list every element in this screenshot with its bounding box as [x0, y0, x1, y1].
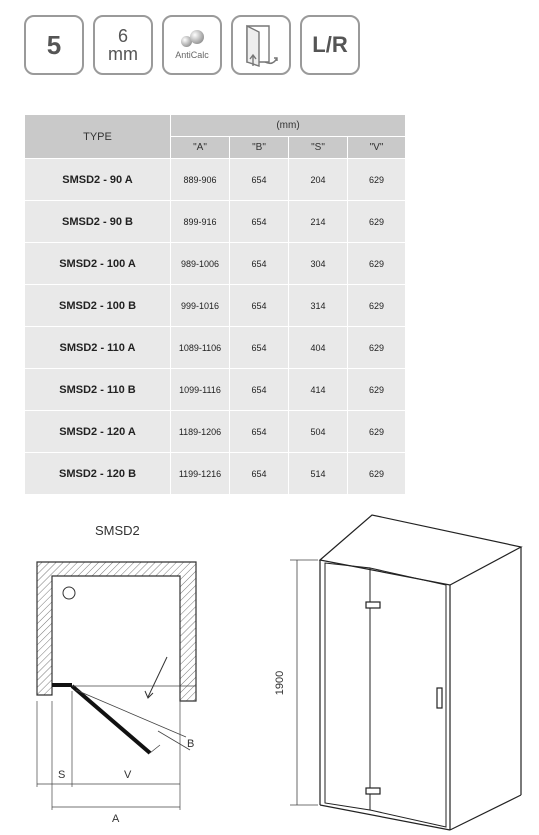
plan-walls [37, 562, 196, 701]
v-cell: 629 [348, 411, 406, 453]
b-cell: 654 [230, 243, 289, 285]
hinged-door-badge [231, 15, 291, 75]
type-cell: SMSD2 - 100 A [25, 243, 171, 285]
mm-unit: mm [108, 44, 138, 64]
s-cell: 304 [289, 243, 348, 285]
s-cell: 404 [289, 327, 348, 369]
technical-drawings [0, 505, 539, 835]
s-cell: 414 [289, 369, 348, 411]
table-row [25, 159, 406, 201]
height-label: 1900 [274, 670, 286, 696]
a-cell: 1199-1216 [171, 453, 230, 495]
label-v: V [124, 769, 132, 781]
v-cell: 629 [348, 159, 406, 201]
a-cell: 1189-1206 [171, 411, 230, 453]
table-row [25, 453, 406, 495]
b-cell: 654 [230, 159, 289, 201]
v-cell: 629 [348, 453, 406, 495]
orientation-badge [300, 15, 360, 75]
a-cell: 899-916 [171, 201, 230, 243]
drain-icon [63, 587, 75, 599]
b-cell: 654 [230, 453, 289, 495]
column-header-a: "A" [171, 137, 230, 159]
dimension-table [24, 114, 406, 495]
v-cell: 629 [348, 201, 406, 243]
b-cell: 654 [230, 285, 289, 327]
type-header: TYPE [25, 115, 171, 159]
a-cell: 999-1016 [171, 285, 230, 327]
b-cell: 654 [230, 327, 289, 369]
type-cell: SMSD2 - 100 B [25, 285, 171, 327]
table-row [25, 201, 406, 243]
v-cell: 629 [348, 285, 406, 327]
type-cell: SMSD2 - 90 B [25, 201, 171, 243]
label-s: S [58, 769, 66, 781]
s-cell: 204 [289, 159, 348, 201]
table-row [25, 243, 406, 285]
unit-header: (mm) [171, 115, 406, 137]
column-header-b: "B" [230, 137, 289, 159]
glass-mm-badge [93, 15, 153, 75]
mm-value: 6 [117, 26, 128, 46]
plan-view [37, 523, 196, 825]
s-cell: 214 [289, 201, 348, 243]
anticalc-drops-icon [179, 30, 205, 48]
table-row [25, 369, 406, 411]
hinged-door-icon [239, 22, 283, 68]
glass-thickness-value: 5 [46, 29, 62, 60]
type-cell: SMSD2 - 90 A [25, 159, 171, 201]
type-cell: SMSD2 - 110 A [25, 327, 171, 369]
type-cell: SMSD2 - 120 A [25, 411, 171, 453]
b-cell: 654 [230, 201, 289, 243]
anticalc-label: AntiCalc [175, 50, 209, 60]
table-row [25, 327, 406, 369]
a-cell: 989-1006 [171, 243, 230, 285]
v-cell: 629 [348, 243, 406, 285]
door-panel [72, 686, 150, 753]
type-cell: SMSD2 - 110 B [25, 369, 171, 411]
b-cell: 654 [230, 369, 289, 411]
b-cell: 654 [230, 411, 289, 453]
s-cell: 504 [289, 411, 348, 453]
v-cell: 629 [348, 369, 406, 411]
s-cell: 514 [289, 453, 348, 495]
a-cell: 889-906 [171, 159, 230, 201]
column-header-v: "V" [348, 137, 406, 159]
a-cell: 1089-1106 [171, 327, 230, 369]
elevation-view [290, 515, 521, 830]
s-cell: 314 [289, 285, 348, 327]
v-cell: 629 [348, 327, 406, 369]
plan-title: SMSD2 [95, 523, 140, 538]
orientation-label: L/R [312, 32, 348, 57]
anticalc-badge [162, 15, 222, 75]
a-cell: 1099-1116 [171, 369, 230, 411]
table-row [25, 411, 406, 453]
label-a: A [112, 813, 120, 825]
label-b: B [187, 738, 195, 750]
type-cell: SMSD2 - 120 B [25, 453, 171, 495]
glass-thickness-badge [24, 15, 84, 75]
table-row [25, 285, 406, 327]
column-header-s: "S" [289, 137, 348, 159]
